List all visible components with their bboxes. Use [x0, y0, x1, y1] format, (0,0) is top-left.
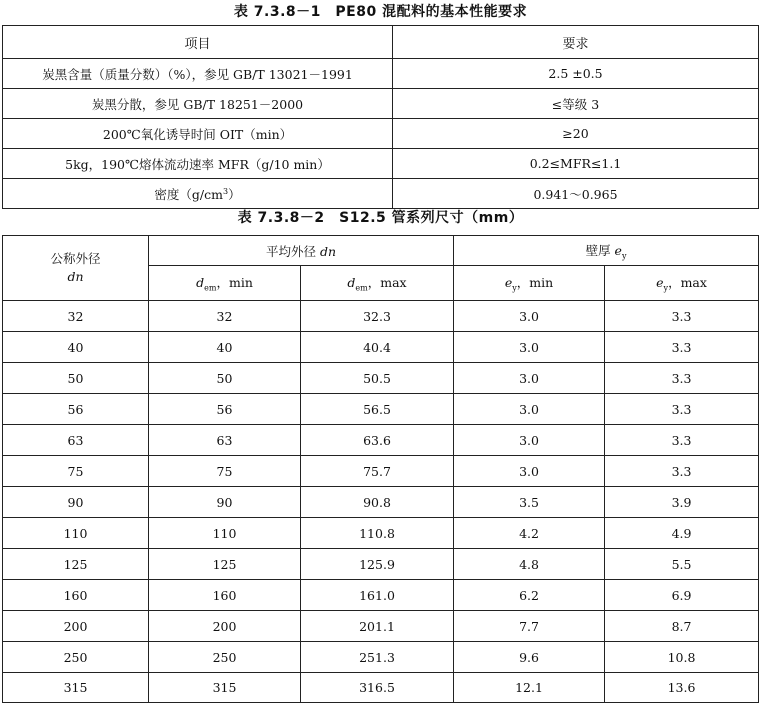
wall-label: 壁厚 [585, 242, 615, 258]
min-suffix: ，min [516, 275, 554, 291]
dem-max-cell: 90.8 [301, 487, 454, 518]
dem-min-cell: 250 [149, 642, 301, 673]
requirement-cell: ≤等级 3 [393, 89, 759, 119]
ey-max-cell: 10.8 [605, 642, 759, 673]
item-cell: 5kg，190℃熔体流动速率 MFR（g/10 min） [3, 149, 393, 179]
ey-max-cell: 3.9 [605, 487, 759, 518]
density-label-close: ） [228, 186, 241, 202]
table2-caption: 表 7.3.8－2 S12.5 管系列尺寸（mm） [237, 210, 524, 226]
header-wall-thickness [454, 236, 759, 266]
density-label: 密度（g/cm [154, 186, 223, 202]
ey-max-cell: 8.7 [605, 611, 759, 642]
ey-subscript: y [512, 283, 517, 293]
dem-min-cell: 63 [149, 425, 301, 456]
ey-min-cell: 12.1 [454, 673, 605, 703]
item-cell: 炭黑含量（质量分数）（%），参见 GB/T 13021－1991 [3, 59, 393, 89]
mean-od-symbol: dn [319, 243, 337, 259]
dem-max-cell: 56.5 [301, 394, 454, 425]
table-row [3, 301, 759, 332]
table-row [3, 549, 759, 580]
max-suffix: ，max [367, 275, 407, 291]
s12-5-pipe-dimensions-table [2, 235, 759, 703]
header-nominal-od [3, 236, 149, 301]
dem-max-cell: 110.8 [301, 518, 454, 549]
ey-max-cell: 4.9 [605, 518, 759, 549]
ey-max-cell: 6.9 [605, 580, 759, 611]
ey-max-cell: 3.3 [605, 363, 759, 394]
dem-max-cell: 316.5 [301, 673, 454, 703]
header-requirement: 要求 [393, 26, 759, 59]
nominal-od-cell: 250 [3, 642, 149, 673]
table-row [3, 487, 759, 518]
dem-min-cell: 56 [149, 394, 301, 425]
dem-min-cell: 125 [149, 549, 301, 580]
ey-min-cell: 3.0 [454, 332, 605, 363]
nominal-od-cell: 110 [3, 518, 149, 549]
table-row [3, 89, 759, 119]
table-row [3, 456, 759, 487]
max-suffix: ，max [668, 275, 707, 291]
nominal-od-cell: 50 [3, 363, 149, 394]
nominal-od-cell: 75 [3, 456, 149, 487]
requirement-cell: 0.2≤MFR≤1.1 [393, 149, 759, 179]
nominal-od-cell: 56 [3, 394, 149, 425]
requirement-cell: 0.941～0.965 [393, 179, 759, 209]
table-row [3, 673, 759, 703]
table-row [3, 149, 759, 179]
ey-min-cell: 9.6 [454, 642, 605, 673]
dem-min-cell: 75 [149, 456, 301, 487]
ey-min-cell: 3.0 [454, 301, 605, 332]
dem-min-cell: 160 [149, 580, 301, 611]
dem-min-cell: 110 [149, 518, 301, 549]
pipe-dimension-rows [3, 301, 759, 703]
nominal-od-cell: 125 [3, 549, 149, 580]
ey-max-cell: 3.3 [605, 425, 759, 456]
table-row [3, 580, 759, 611]
dem-min-cell: 50 [149, 363, 301, 394]
nominal-od-label: 公称外径 [50, 251, 101, 266]
table-row [3, 119, 759, 149]
header-dem-min [149, 266, 301, 301]
item-cell: 200℃氧化诱导时间 OIT（min） [3, 119, 393, 149]
pe80-properties-table [2, 25, 759, 209]
nominal-od-cell: 315 [3, 673, 149, 703]
dem-symbol: d [347, 275, 356, 291]
dem-min-cell: 90 [149, 487, 301, 518]
mean-od-label: 平均外径 [265, 243, 320, 259]
nominal-od-cell: 160 [3, 580, 149, 611]
table-header-row [3, 236, 759, 266]
wall-subscript: y [621, 251, 627, 261]
requirement-cell: 2.5 ±0.5 [393, 59, 759, 89]
ey-min-cell: 3.5 [454, 487, 605, 518]
ey-max-cell: 3.3 [605, 301, 759, 332]
dem-max-cell: 50.5 [301, 363, 454, 394]
ey-min-cell: 7.7 [454, 611, 605, 642]
ey-min-cell: 6.2 [454, 580, 605, 611]
ey-max-cell: 3.3 [605, 456, 759, 487]
ey-max-cell: 13.6 [605, 673, 759, 703]
ey-subscript: y [663, 283, 669, 293]
density-exponent: 3 [222, 186, 229, 196]
dem-subscript: em [204, 283, 217, 293]
ey-min-cell: 4.2 [454, 518, 605, 549]
table-row [3, 425, 759, 456]
dem-min-cell: 32 [149, 301, 301, 332]
ey-max-cell: 3.3 [605, 394, 759, 425]
ey-max-cell: 3.3 [605, 332, 759, 363]
ey-symbol: e [656, 275, 664, 291]
requirement-cell: ≥20 [393, 119, 759, 149]
table-row [3, 518, 759, 549]
table-row [3, 179, 759, 209]
header-ey-min [454, 266, 605, 301]
header-dem-max [301, 266, 454, 301]
header-item: 项目 [3, 26, 393, 59]
header-ey-max [605, 266, 759, 301]
dem-max-cell: 125.9 [301, 549, 454, 580]
ey-min-cell: 3.0 [454, 425, 605, 456]
nominal-od-cell: 90 [3, 487, 149, 518]
dem-min-cell: 200 [149, 611, 301, 642]
table-row [3, 363, 759, 394]
table-row [3, 59, 759, 89]
min-suffix: ，min [216, 275, 253, 291]
item-cell: 炭黑分散，参见 GB/T 18251－2000 [3, 89, 393, 119]
dem-symbol: d [196, 275, 205, 291]
nominal-od-cell: 40 [3, 332, 149, 363]
ey-min-cell: 4.8 [454, 549, 605, 580]
dem-max-cell: 75.7 [301, 456, 454, 487]
table-row [3, 394, 759, 425]
dem-max-cell: 32.3 [301, 301, 454, 332]
table1-caption: 表 7.3.8－1 PE80 混配料的基本性能要求 [233, 4, 528, 20]
dem-subscript: em [355, 283, 368, 293]
nominal-od-symbol: dn [67, 269, 84, 284]
ey-min-cell: 3.0 [454, 456, 605, 487]
dem-min-cell: 40 [149, 332, 301, 363]
table-header-row [3, 26, 759, 59]
nominal-od-cell: 32 [3, 301, 149, 332]
dem-min-cell: 315 [149, 673, 301, 703]
nominal-od-cell: 63 [3, 425, 149, 456]
item-cell [3, 179, 393, 209]
table-row [3, 332, 759, 363]
ey-min-cell: 3.0 [454, 363, 605, 394]
dem-max-cell: 251.3 [301, 642, 454, 673]
table-row [3, 642, 759, 673]
table-row [3, 611, 759, 642]
dem-max-cell: 201.1 [301, 611, 454, 642]
ey-min-cell: 3.0 [454, 394, 605, 425]
ey-max-cell: 5.5 [605, 549, 759, 580]
wall-symbol: e [614, 242, 622, 258]
dem-max-cell: 63.6 [301, 425, 454, 456]
nominal-od-cell: 200 [3, 611, 149, 642]
header-mean-od [149, 236, 454, 266]
dem-max-cell: 40.4 [301, 332, 454, 363]
dem-max-cell: 161.0 [301, 580, 454, 611]
ey-symbol: e [504, 275, 513, 291]
